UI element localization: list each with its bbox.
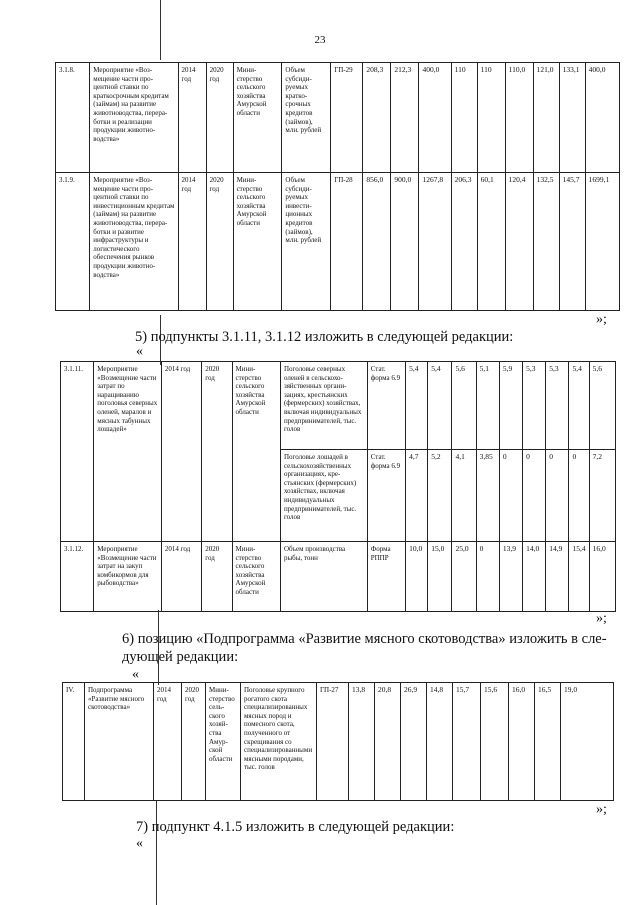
value-cell: 400,0 <box>419 63 451 173</box>
start-year: 2014 год <box>161 542 201 612</box>
value-cell: 5,1 <box>476 362 499 450</box>
end-year: 2020 год <box>206 63 233 173</box>
row-number: IV. <box>63 683 85 801</box>
value-cell: 110 <box>477 63 505 173</box>
source-code: ГП-29 <box>331 63 363 173</box>
source-code: Стат. форма 6.9 <box>367 362 405 450</box>
table-subprogram-iv <box>62 682 614 801</box>
start-year: 2014 год <box>178 173 206 311</box>
value-cell: 15,6 <box>481 683 509 801</box>
value-cell: 110 <box>451 63 477 173</box>
indicator: Поголовье северных оленей в сельскохозяйственных организациях, крестьянских (фермерских) хозяйствах, включая индивидуальных предпринимателей, тыс. голов <box>280 362 367 450</box>
value-cell: 5,6 <box>589 362 615 450</box>
value-cell: 4,7 <box>406 450 428 542</box>
executor: Министерство сельского хозяйства Амурской области <box>206 683 241 801</box>
value-cell: 206,3 <box>451 173 477 311</box>
value-cell: 212,3 <box>391 63 419 173</box>
indicator: Объем субсидируемых инвестиционных кредитов (займов), млн. рублей <box>282 173 331 311</box>
paragraph-6: 6) позицию «Подпрограмма «Развитие мясного скотоводства» изложить в следующей редакции: <box>122 631 607 665</box>
value-cell: 20,8 <box>375 683 401 801</box>
value-cell: 145,7 <box>559 173 585 311</box>
value-cell: 110,0 <box>505 63 533 173</box>
closing-quote: »; <box>596 611 607 626</box>
value-cell: 13,8 <box>349 683 375 801</box>
closing-quote: »; <box>596 802 607 817</box>
indicator: Поголовье лошадей в сельскохозяйственных организациях, крестьянских (фермерских) хозяйствах, включая индивидуальных предпринимателей, тыс. голов <box>280 450 367 542</box>
binding-line <box>156 800 157 905</box>
measure-name: Мероприятие «Возмещение части затрат по наращиванию поголовья северных оленей, маралов и мясных табунных лошадей» <box>94 362 162 542</box>
value-cell: 133,1 <box>559 63 585 173</box>
indicator: Объем производства рыбы, тонн <box>280 542 367 612</box>
value-cell: 5,6 <box>452 362 476 450</box>
value-cell: 208,3 <box>363 63 391 173</box>
value-cell: 14,9 <box>546 542 569 612</box>
table-row <box>61 362 616 450</box>
start-year: 2014 год <box>154 683 182 801</box>
opening-quote: « <box>136 836 143 851</box>
value-cell: 5,4 <box>406 362 428 450</box>
executor: Министерство сельского хозяйства Амурской области <box>232 362 280 542</box>
value-cell: 400,0 <box>585 63 619 173</box>
indicator: Объем субсидируемых краткосрочных кредитов (займов), млн. рублей <box>282 63 331 173</box>
paragraph-5: 5) подпункты 3.1.11, 3.1.12 изложить в следующей редакции: <box>135 329 514 345</box>
value-cell: 60,1 <box>477 173 505 311</box>
value-cell: 25,0 <box>452 542 476 612</box>
table-row <box>63 683 614 801</box>
source-code: ГП-27 <box>317 683 349 801</box>
end-year: 2020 год <box>202 542 232 612</box>
value-cell: 16,0 <box>509 683 535 801</box>
value-cell: 26,9 <box>401 683 427 801</box>
value-cell: 121,0 <box>533 63 559 173</box>
page-number: 23 <box>314 34 326 46</box>
measure-name: Мероприятие «Возмещение части процентной ставки по инвестиционным кредитам (займам) на развитие животноводства, переработки и развитие инфраструктуры и логистического обеспечения рынков продукции животноводства» <box>90 173 178 311</box>
measure-name: Мероприятие «Возмещение части процентной ставки по краткосрочным кредитам (займам) на развитие животноводства, переработки и реализации продукции животноводства» <box>90 63 178 173</box>
value-cell: 132,5 <box>533 173 559 311</box>
value-cell: 19,0 <box>561 683 614 801</box>
opening-quote: « <box>132 667 139 682</box>
closing-quote: »; <box>596 312 607 327</box>
opening-quote: « <box>136 344 143 359</box>
value-cell: 0 <box>569 450 589 542</box>
table-sub-measures-3-1-11-12 <box>60 361 616 612</box>
value-cell: 5,3 <box>523 362 546 450</box>
indicator: Поголовье крупного рогатого скота специализированных мясных пород и помесного скота, полученного от скрещивания со специализированными мясными породами, тыс. голов <box>241 683 317 801</box>
end-year: 2020 год <box>182 683 206 801</box>
table-sub-measures-3-1-8-9 <box>55 62 620 311</box>
value-cell: 120,4 <box>505 173 533 311</box>
executor: Министерство сельского хозяйства Амурской области <box>233 173 282 311</box>
value-cell: 4,1 <box>452 450 476 542</box>
value-cell: 900,0 <box>391 173 419 311</box>
binding-line <box>160 0 161 60</box>
value-cell: 15,4 <box>569 542 589 612</box>
value-cell: 5,3 <box>546 362 569 450</box>
value-cell: 15,7 <box>453 683 481 801</box>
source-code: ГП-28 <box>331 173 363 311</box>
table-row <box>56 173 620 311</box>
row-number: 3.1.8. <box>56 63 90 173</box>
value-cell: 16,0 <box>589 542 615 612</box>
start-year: 2014 год <box>161 362 201 542</box>
table-row <box>61 542 616 612</box>
source-code: Стат. форма 6.9 <box>367 450 405 542</box>
value-cell: 0 <box>546 450 569 542</box>
row-number: 3.1.11. <box>61 362 94 542</box>
row-number: 3.1.9. <box>56 173 90 311</box>
value-cell: 5,2 <box>428 450 452 542</box>
value-cell: 5,4 <box>569 362 589 450</box>
end-year: 2020 год <box>202 362 232 542</box>
value-cell: 856,0 <box>363 173 391 311</box>
value-cell: 1699,1 <box>585 173 619 311</box>
source-code: Форма РППР <box>367 542 405 612</box>
value-cell: 0 <box>499 450 522 542</box>
value-cell: 13,9 <box>499 542 522 612</box>
start-year: 2014 год <box>178 63 206 173</box>
measure-name: Мероприятие «Возмещение части затрат на закуп комбикормов для рыбоводства» <box>94 542 162 612</box>
measure-name: Подпрограмма «Развитие мясного скотоводства» <box>85 683 154 801</box>
row-number: 3.1.12. <box>61 542 94 612</box>
value-cell: 5,9 <box>499 362 522 450</box>
value-cell: 5,4 <box>428 362 452 450</box>
paragraph-7: 7) подпункт 4.1.5 изложить в следующей редакции: <box>136 819 455 835</box>
value-cell: 0 <box>523 450 546 542</box>
value-cell: 14,8 <box>427 683 453 801</box>
value-cell: 7,2 <box>589 450 615 542</box>
value-cell: 3,85 <box>476 450 499 542</box>
value-cell: 16,5 <box>535 683 561 801</box>
table-row <box>56 63 620 173</box>
end-year: 2020 год <box>206 173 233 311</box>
executor: Министерство сельского хозяйства Амурской области <box>233 63 282 173</box>
value-cell: 0 <box>476 542 499 612</box>
value-cell: 15,0 <box>428 542 452 612</box>
value-cell: 14,0 <box>523 542 546 612</box>
executor: Министерство сельского хозяйства Амурской области <box>232 542 280 612</box>
value-cell: 10,0 <box>406 542 428 612</box>
value-cell: 1267,8 <box>419 173 451 311</box>
